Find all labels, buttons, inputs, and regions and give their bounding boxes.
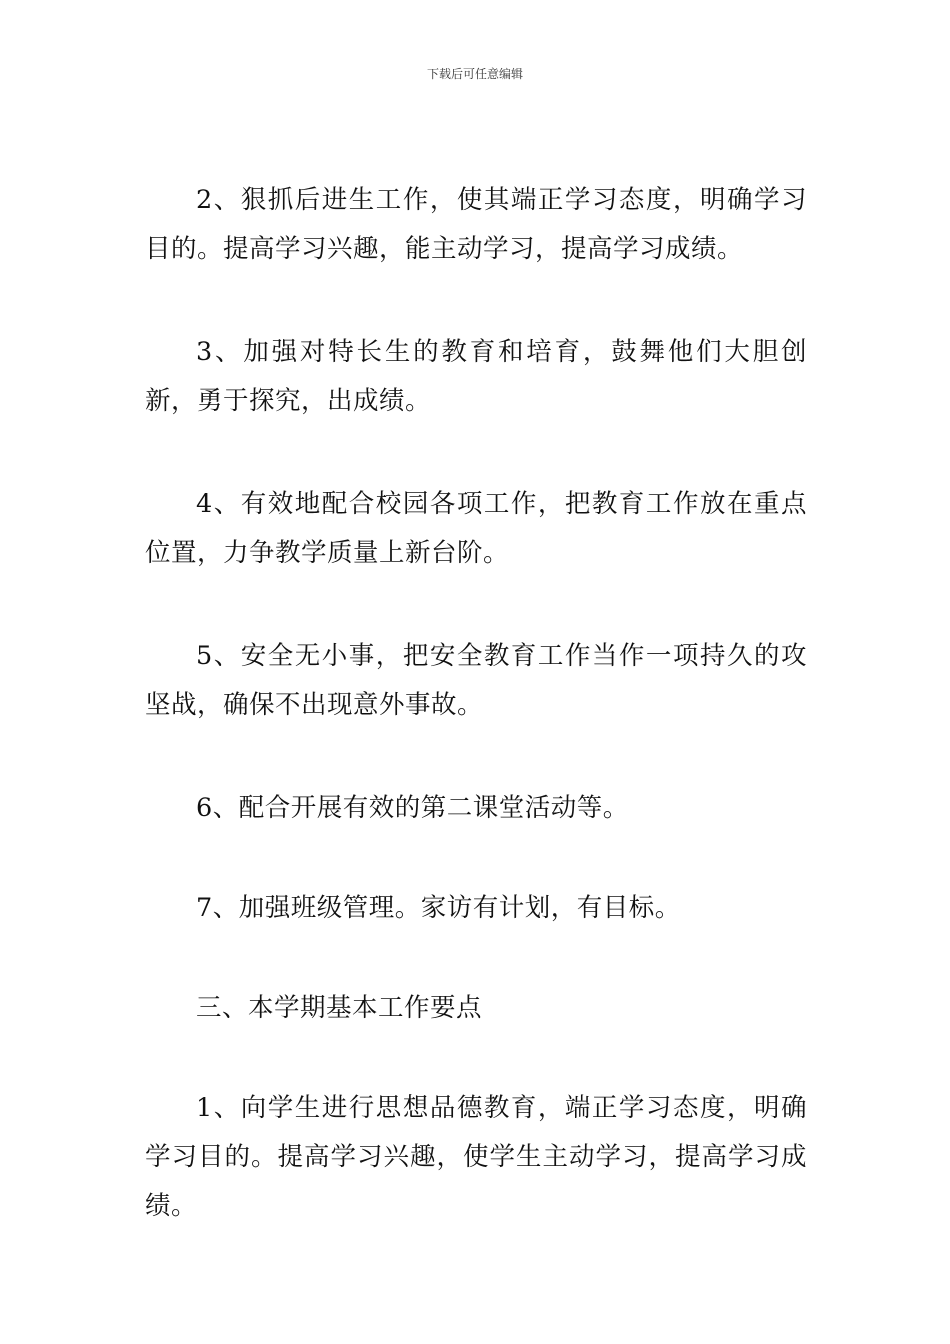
paragraph-item-1: 1、向学生进行思想品德教育，端正学习态度，明确学习目的。提高学习兴趣，使学生主动学习，提高学习成绩。 [145, 1093, 807, 1221]
paragraph-item-4: 4、有效地配合校园各项工作，把教育工作放在重点位置，力争教学质量上新台阶。 [145, 489, 807, 568]
paragraph-item-7: 7、加强班级管理。家访有计划，有目标。 [196, 893, 681, 923]
header-note: 下载后可任意编辑 [426, 67, 523, 81]
document-body [145, 176, 807, 1285]
paragraph-item-5: 5、安全无小事，把安全教育工作当作一项持久的攻坚战，确保不出现意外事故。 [145, 641, 807, 720]
paragraph-item-3: 3、加强对特长生的教育和培育，鼓舞他们大胆创新，勇于探究，出成绩。 [145, 337, 807, 416]
section-heading: 三、本学期基本工作要点 [196, 993, 483, 1023]
paragraph-item-6: 6、配合开展有效的第二课堂活动等。 [196, 793, 629, 823]
paragraph-item-2: 2、狠抓后进生工作，使其端正学习态度，明确学习目的。提高学习兴趣，能主动学习，提高学习成绩。 [145, 185, 807, 264]
